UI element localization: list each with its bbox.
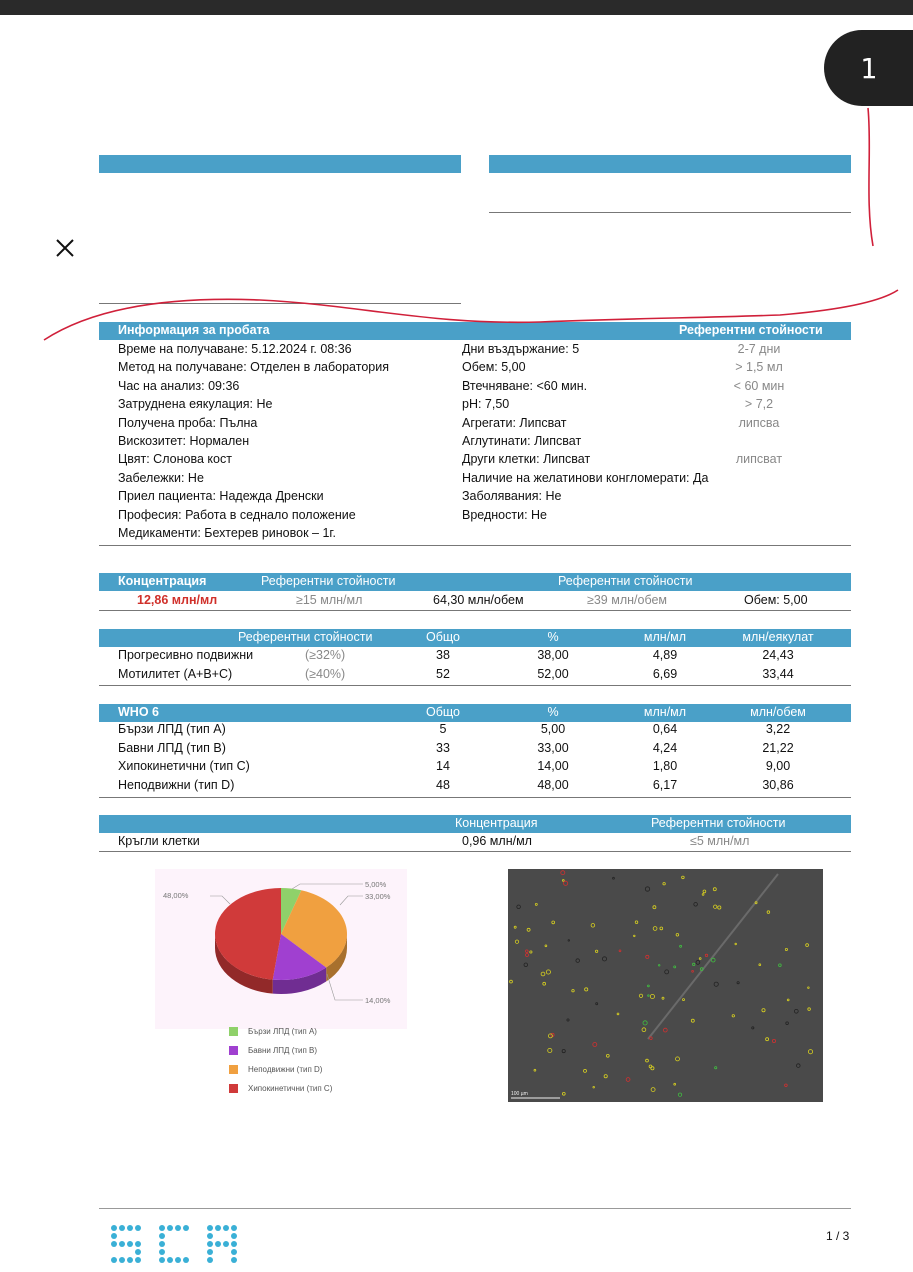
cell-marker [691, 1019, 694, 1022]
who-pct-header: % [547, 705, 559, 719]
round-cells-value: 0,96 млн/мл [462, 834, 532, 848]
sample-ref-value: липсват [735, 452, 783, 467]
motility-row-mln: 4,89 [652, 648, 678, 662]
who-row-total: 14 [436, 759, 450, 774]
who-row-vol: 21,22 [762, 740, 794, 755]
cell-marker [711, 958, 715, 962]
who-row-mln: 0,64 [652, 722, 678, 736]
divider [99, 685, 851, 686]
cell-marker [646, 1059, 649, 1062]
cell-marker [702, 894, 704, 896]
who-row-mln: 6,17 [652, 778, 678, 793]
sample-field-left: Забележки: Не [118, 470, 204, 485]
cell-marker [619, 950, 621, 952]
cell-marker [593, 1043, 597, 1047]
concentration-value: 12,86 млн/мл [137, 593, 218, 607]
motility-row-ejac: 24,43 [762, 648, 794, 662]
sample-field-left: Час на анализ: 09:36 [118, 378, 240, 393]
motility-row-label: Прогресивно подвижни [118, 648, 254, 662]
cell-marker [639, 994, 642, 997]
cell-marker [595, 950, 597, 952]
sample-field-left: Време на получаване: 5.12.2024 г. 08:36 [118, 342, 352, 356]
who-row-mln: 4,24 [652, 740, 678, 755]
sample-ref-value: > 7,2 [744, 397, 774, 412]
who-row-label: Бавни ЛПД (тип В) [118, 740, 226, 755]
cell-marker [714, 905, 717, 908]
divider [489, 212, 851, 213]
cell-marker [808, 1008, 811, 1011]
sample-ref-value: < 60 мин [733, 378, 785, 393]
cell-marker [693, 963, 695, 965]
concentration-ref-header: Референтни стойности [261, 574, 396, 588]
cell-marker [530, 951, 532, 953]
cell-marker [683, 999, 685, 1001]
debris-streak [648, 874, 778, 1039]
divider [99, 851, 851, 852]
cell-marker [552, 921, 555, 924]
legend-label: Бързи ЛПД (тип А) [248, 1027, 317, 1036]
pen-stroke [868, 108, 873, 246]
sample-field-right: Обем: 5,00 [462, 360, 526, 375]
page-number-badge: 1 [824, 30, 913, 106]
motility-total-header: Общо [426, 630, 460, 644]
cell-marker [515, 940, 518, 943]
cell-marker [653, 927, 657, 931]
header-bar-left [99, 155, 461, 173]
cell-marker [635, 921, 638, 924]
who-row-total: 48 [436, 778, 450, 793]
cell-marker [662, 997, 664, 999]
cell-marker [545, 945, 547, 947]
who-row-total: 33 [436, 740, 450, 755]
cell-marker [584, 1069, 587, 1072]
sample-ref-value: > 1,5 мл [735, 360, 783, 375]
sample-field-left: Медикаменти: Бехтерев риновок – 1г. [118, 526, 336, 540]
cell-marker [524, 963, 528, 967]
cell-marker [752, 1027, 754, 1029]
motility-mln-header: млн/мл [643, 630, 687, 644]
cell-marker [541, 972, 545, 976]
motility-row-ejac: 33,44 [762, 666, 794, 681]
cell-marker [546, 970, 550, 974]
who-title: WHO 6 [118, 705, 159, 719]
cell-marker [650, 1037, 653, 1040]
motility-ejac-header: млн/еякулат [742, 630, 814, 644]
motility-row-mln: 6,69 [652, 666, 678, 681]
cell-marker [526, 954, 529, 957]
cell-marker [646, 955, 649, 958]
sample-field-right: Агрегати: Липсват [462, 415, 567, 430]
micrograph-image [508, 869, 823, 1102]
who-total-header: Общо [426, 705, 460, 719]
round-cells-ref: ≤5 млн/мл [690, 834, 750, 848]
motility-pct-header: % [547, 630, 559, 644]
footer-page-number: 1 / 3 [826, 1229, 850, 1243]
sample-field-right: pH: 7,50 [462, 397, 510, 412]
sample-field-left: Приел пациента: Надежда Дренски [118, 489, 324, 504]
sample-field-left: Получена проба: Пълна [118, 415, 258, 430]
pie-value-label: 5,00% [365, 880, 387, 889]
volume-value: Обем: 5,00 [744, 593, 808, 607]
footer-divider [99, 1208, 851, 1209]
who-row-pct: 33,00 [537, 740, 569, 755]
cell-marker [714, 982, 718, 986]
pie-value-label: 14,00% [365, 996, 391, 1005]
cell-marker [527, 928, 530, 931]
cell-marker [674, 966, 676, 968]
who-row-vol: 30,86 [762, 778, 794, 793]
sample-info-title: Информация за пробата [118, 323, 270, 337]
cell-marker [602, 957, 606, 961]
reference-values-title: Референтни стойности [679, 323, 823, 337]
cell-marker [604, 1075, 607, 1078]
legend-swatch [229, 1046, 238, 1055]
cell-marker [562, 1050, 565, 1053]
cell-marker [548, 1048, 552, 1052]
cell-marker [543, 982, 546, 985]
cell-marker [705, 954, 707, 956]
cell-marker [785, 1084, 788, 1087]
motility-pie-chart [155, 869, 407, 1029]
cell-marker [786, 1022, 789, 1025]
sample-field-left: Затруднена еякулация: Не [118, 397, 273, 412]
cell-marker [658, 965, 660, 967]
who-row-label: Хипокинетични (тип С) [118, 759, 250, 774]
who-row-vol: 3,22 [765, 722, 791, 736]
who-vol-header: млн/обем [750, 705, 806, 719]
cell-marker [572, 990, 574, 992]
cell-marker [517, 905, 521, 909]
legend-swatch [229, 1084, 238, 1093]
motility-row-total: 52 [436, 666, 450, 681]
top-bar [0, 0, 913, 15]
cell-marker [567, 1019, 569, 1021]
cell-marker [650, 994, 654, 998]
concentration-header [99, 573, 851, 591]
cell-marker [663, 883, 665, 885]
who-row-label: Бързи ЛПД (тип А) [118, 722, 226, 736]
divider [99, 610, 851, 611]
cell-marker [585, 988, 588, 991]
sample-field-left: Вискозитет: Нормален [118, 434, 250, 448]
cell-marker [651, 1067, 654, 1070]
motility-row-pct: 38,00 [537, 648, 569, 662]
cell-marker [692, 970, 694, 972]
sample-field-right: Аглутинати: Липсват [462, 434, 582, 448]
motility-row-total: 38 [436, 648, 450, 662]
sample-field-left: Професия: Работа в седнало положение [118, 507, 356, 522]
round-cells-conc-header: Концентрация [455, 816, 538, 830]
cell-marker [653, 906, 656, 909]
cell-marker [526, 950, 529, 953]
cell-marker [676, 934, 679, 937]
cell-marker [510, 980, 513, 983]
cell-marker [715, 1067, 717, 1069]
cell-marker [772, 1039, 775, 1042]
who-row-pct: 14,00 [537, 759, 569, 774]
legend-label: Хипокинетични (тип С) [248, 1084, 333, 1093]
cell-marker [718, 906, 721, 909]
cell-marker [591, 924, 595, 928]
cell-marker [617, 1013, 619, 1015]
who-row-vol: 9,00 [765, 759, 791, 774]
cell-marker [762, 1009, 765, 1012]
sample-field-left: Метод на получаване: Отделен в лаборатория [118, 360, 389, 375]
cell-marker [808, 1050, 812, 1054]
sample-ref-value: 2-7 дни [737, 342, 781, 356]
cell-marker [613, 877, 615, 879]
concentration-ref: ≥15 млн/мл [296, 593, 363, 607]
cell-marker [564, 881, 568, 885]
concentration-title: Концентрация [118, 574, 207, 588]
volume-ref-header: Референтни стойности [558, 574, 693, 588]
motility-row-ref: (≥40%) [305, 666, 346, 681]
cell-marker [696, 961, 700, 965]
cell-marker [568, 940, 570, 942]
sample-field-right: Дни въздържание: 5 [462, 342, 580, 356]
cell-marker [634, 935, 636, 937]
who-row-pct: 48,00 [537, 778, 569, 793]
close-icon[interactable] [53, 236, 77, 260]
cell-marker [535, 903, 537, 905]
per-volume-value: 64,30 млн/обем [433, 593, 524, 607]
cell-marker [806, 944, 809, 947]
cell-marker [737, 982, 739, 984]
legend-label: Неподвижни (тип D) [248, 1065, 323, 1074]
sample-field-right: Втечняване: <60 мин. [462, 378, 588, 393]
cell-marker [651, 1088, 655, 1092]
cell-marker [663, 1028, 667, 1032]
pie-value-label: 48,00% [163, 891, 189, 900]
header-bar-right [489, 155, 851, 173]
cell-marker [779, 964, 782, 967]
cell-marker [703, 890, 706, 893]
cell-marker [797, 1064, 801, 1068]
who-row-total: 5 [439, 722, 447, 736]
round-cells-label: Кръгли клетки [118, 834, 200, 848]
cell-marker [562, 1092, 565, 1095]
cell-marker [576, 959, 580, 963]
who-row-mln: 1,80 [652, 759, 678, 774]
cell-marker [694, 903, 698, 907]
cell-marker [593, 1086, 595, 1088]
sample-field-right: Заболявания: Не [462, 489, 562, 504]
divider [99, 545, 851, 546]
legend-swatch [229, 1065, 238, 1074]
who-mln-header: млн/мл [643, 705, 687, 719]
cell-marker [732, 1015, 734, 1017]
cell-marker [665, 970, 669, 974]
pie-value-label: 33,00% [365, 892, 391, 901]
cell-marker [759, 964, 761, 966]
cell-marker [766, 1038, 769, 1041]
who-row-label: Неподвижни (тип D) [118, 778, 235, 793]
cell-marker [596, 1003, 598, 1005]
cell-marker [674, 1083, 676, 1085]
cell-marker [642, 1028, 646, 1032]
sperm-micrograph [508, 869, 823, 1102]
cell-marker [808, 987, 810, 989]
cell-marker [514, 926, 516, 928]
cell-marker [676, 1057, 680, 1061]
sample-field-right: Вредности: Не [462, 507, 547, 522]
legend-label: Бавни ЛПД (тип В) [248, 1046, 318, 1055]
per-volume-ref: ≥39 млн/обем [587, 593, 668, 607]
who-row-pct: 5,00 [540, 722, 566, 736]
cell-marker [794, 1009, 798, 1013]
sample-field-right: Наличие на желатинови конгломерати: Да [462, 470, 709, 485]
cell-marker [645, 887, 649, 891]
cell-marker [561, 871, 565, 875]
legend-swatch [229, 1027, 238, 1036]
cell-marker [643, 1021, 647, 1025]
round-cells-ref-header: Референтни стойности [651, 816, 786, 830]
cell-marker [648, 985, 650, 987]
divider [99, 303, 461, 304]
cell-marker [699, 958, 701, 960]
sample-field-left: Цвят: Слонова кост [118, 452, 232, 467]
sample-ref-value: липсва [738, 415, 780, 430]
cell-marker [660, 927, 663, 930]
cell-marker [678, 1093, 681, 1096]
cell-marker [626, 1078, 630, 1082]
cell-marker [735, 943, 737, 945]
cell-marker [785, 948, 787, 950]
motility-row-label: Мотилитет (A+B+C) [118, 666, 233, 681]
cell-marker [682, 876, 685, 879]
scale-label: 100 µm [511, 1091, 528, 1097]
cell-marker [648, 995, 650, 997]
cell-marker [680, 945, 682, 947]
motility-ref-header: Референтни стойности [238, 630, 373, 644]
sample-field-right: Други клетки: Липсват [462, 452, 591, 467]
cell-marker [606, 1054, 609, 1057]
cell-marker [787, 999, 789, 1001]
cell-marker [713, 888, 716, 891]
cell-marker [767, 911, 770, 914]
sca-logo [104, 1218, 260, 1272]
cell-marker [534, 1069, 536, 1071]
motility-row-ref: (≥32%) [305, 648, 346, 662]
motility-row-pct: 52,00 [537, 666, 569, 681]
cell-marker [562, 880, 564, 882]
divider [99, 797, 851, 798]
